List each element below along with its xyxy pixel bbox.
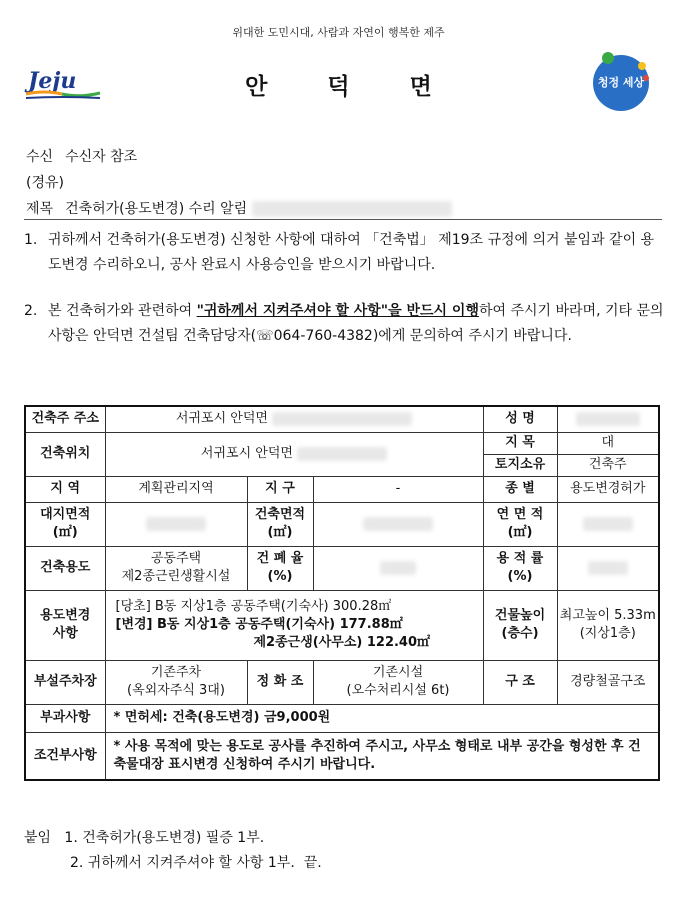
attachment-label: 붙임 xyxy=(24,830,52,846)
parking-value-2: (옥외자주식 3대) xyxy=(127,683,225,698)
use-value-2: 제2종근린생활시설 xyxy=(121,569,231,584)
end-mark: 끝. xyxy=(303,855,322,871)
building-area-label xyxy=(247,502,313,546)
subject-line xyxy=(26,198,452,218)
land-owner-label: 토지소유 xyxy=(483,454,557,476)
subject-divider xyxy=(24,219,662,220)
far-label xyxy=(483,546,557,590)
parking-label: 부설주차장 xyxy=(25,660,105,704)
use-label: 건축용도 xyxy=(25,546,105,590)
attachments xyxy=(24,826,322,876)
district-label: 지 구 xyxy=(247,476,313,502)
height-value-2: (지상1층) xyxy=(579,626,636,641)
clean-world-logo xyxy=(588,48,654,114)
district-value: - xyxy=(313,476,483,502)
height-value xyxy=(557,590,659,660)
jimok-value: 대 xyxy=(557,432,659,454)
redacted-block xyxy=(363,517,433,531)
parking-value xyxy=(105,660,247,704)
height-label-2: (층수) xyxy=(501,626,539,641)
recipient-line xyxy=(26,146,137,166)
slogan: 위대한 도민시대, 사람과 자연이 행복한 제주 xyxy=(232,26,445,39)
site-area-value xyxy=(105,502,247,546)
permit-info-table xyxy=(24,405,660,781)
structure-label: 구 조 xyxy=(483,660,557,704)
use-value-1: 공동주택 xyxy=(150,551,202,566)
paragraph-1-number: 1. xyxy=(24,232,38,248)
paragraph-1-text: 귀하께서 건축허가(용도변경) 신청한 사항에 대하여 「건축법」 제19조 규정에 의거 붙임과 같이 용도변경 수리하오니, 공사 완료시 사용승인을 받으시기 바랍니다. xyxy=(48,232,655,273)
attachment-item-2: 2. 귀하께서 지켜주셔야 할 사항 1부. xyxy=(70,855,295,871)
paragraph-2-rest: 하여 주시기 바라며, 기타 문의사항은 안덕면 건설팀 건축담당자(☏064-760-4382)에게 문의하여 주시기 바랍니다. xyxy=(48,303,664,344)
redacted-block xyxy=(252,201,452,217)
clean-world-logo-text: 청정 세상 xyxy=(597,76,645,89)
owner-address-value xyxy=(105,406,483,432)
redacted-block xyxy=(146,517,206,531)
septic-label: 정 화 조 xyxy=(247,660,313,704)
far-value xyxy=(557,546,659,590)
paragraph-2-number: 2. xyxy=(24,303,38,319)
org-title: 안덕면 xyxy=(245,74,492,100)
redacted-block xyxy=(380,561,416,575)
structure-value: 경량철골구조 xyxy=(557,660,659,704)
height-label xyxy=(483,590,557,660)
owner-address-text: 서귀포시 안덕면 xyxy=(175,411,268,427)
change-modified-office: 제2종근생(사무소) 122.40㎡ xyxy=(253,635,431,650)
parking-value-1: 기존주차 xyxy=(150,665,202,680)
location-text: 서귀포시 안덕면 xyxy=(200,446,293,461)
tax-value: * 면허세: 건축(용도변경) 금9,000원 xyxy=(105,704,659,732)
condition-value: * 사용 목적에 맞는 용도로 공사를 추진하여 주시고, 사무소 형태로 내부 공간을 형성한 후 건축물대장 표시변경 신청하여 주시기 바랍니다. xyxy=(105,732,659,780)
site-area-label xyxy=(25,502,105,546)
building-area-value xyxy=(313,502,483,546)
via-line: (경유) xyxy=(26,175,64,191)
location-value xyxy=(105,432,483,476)
floor-area-value xyxy=(557,502,659,546)
redacted-block xyxy=(583,517,633,531)
change-label-2: 사항 xyxy=(52,626,78,641)
recipient-value: 수신자 참조 xyxy=(65,149,138,165)
kind-label: 종 별 xyxy=(483,476,557,502)
paragraph-2-intro: 본 건축허가와 관련하여 xyxy=(48,303,193,319)
far-unit: (%) xyxy=(507,569,533,584)
jimok-label: 지 목 xyxy=(483,432,557,454)
attachment-row-1 xyxy=(24,826,322,851)
building-area-unit: (㎡) xyxy=(267,525,293,540)
coverage-value xyxy=(313,546,483,590)
subject-value: 건축허가(용도변경) 수리 알림 xyxy=(65,201,248,217)
height-label-1: 건물높이 xyxy=(494,608,546,623)
attachment-row-2 xyxy=(24,851,322,876)
coverage-label xyxy=(247,546,313,590)
paragraph-2-text xyxy=(48,299,664,349)
area-value: 계획관리지역 xyxy=(105,476,247,502)
redacted-block xyxy=(272,412,412,426)
coverage-unit: (%) xyxy=(267,569,293,584)
site-area-unit: (㎡) xyxy=(52,525,78,540)
tax-label: 부과사항 xyxy=(25,704,105,732)
jeju-logo-text: Jeju xyxy=(28,68,77,94)
change-original: [당초] B동 지상1층 공동주택(기숙사) 300.28㎡ xyxy=(115,599,392,614)
location-label: 건축위치 xyxy=(25,432,105,476)
owner-address-label: 건축주 주소 xyxy=(25,406,105,432)
area-label: 지 역 xyxy=(25,476,105,502)
paragraph-1 xyxy=(24,228,664,278)
use-value xyxy=(105,546,247,590)
redacted-block xyxy=(297,447,387,461)
septic-value-2: (오수처리시설 6t) xyxy=(346,683,450,698)
change-label xyxy=(25,590,105,660)
septic-value xyxy=(313,660,483,704)
paragraph-2-emphasis: "귀하께서 지켜주셔야 할 사항"을 반드시 이행 xyxy=(196,303,479,319)
paragraph-2 xyxy=(24,299,664,349)
height-value-1: 최고높이 5.33m xyxy=(559,608,656,623)
change-details xyxy=(105,590,483,660)
name-label: 성 명 xyxy=(483,406,557,432)
redacted-block xyxy=(576,412,640,426)
change-label-1: 용도변경 xyxy=(40,608,91,623)
recipient-label: 수신 xyxy=(26,149,54,165)
attachment-item-1: 1. 건축허가(용도변경) 필증 1부. xyxy=(64,830,265,846)
septic-value-1: 기존시설 xyxy=(372,665,424,680)
name-value xyxy=(557,406,659,432)
far-label-text: 용 적 률 xyxy=(496,551,544,566)
land-owner-value: 건축주 xyxy=(557,454,659,476)
building-area-label-text: 건축면적 xyxy=(254,507,306,522)
condition-label: 조건부사항 xyxy=(25,732,105,780)
kind-value: 용도변경허가 xyxy=(557,476,659,502)
coverage-label-text: 건 폐 율 xyxy=(256,551,304,566)
change-modified: [변경] B동 지상1층 공동주택(기숙사) 177.88㎡ xyxy=(115,617,403,632)
floor-area-label-text: 연 면 적 xyxy=(496,507,544,522)
floor-area-unit: (㎡) xyxy=(507,525,533,540)
redacted-block xyxy=(588,561,628,575)
subject-label: 제목 xyxy=(26,201,54,217)
floor-area-label xyxy=(483,502,557,546)
site-area-label-text: 대지면적 xyxy=(40,507,91,522)
